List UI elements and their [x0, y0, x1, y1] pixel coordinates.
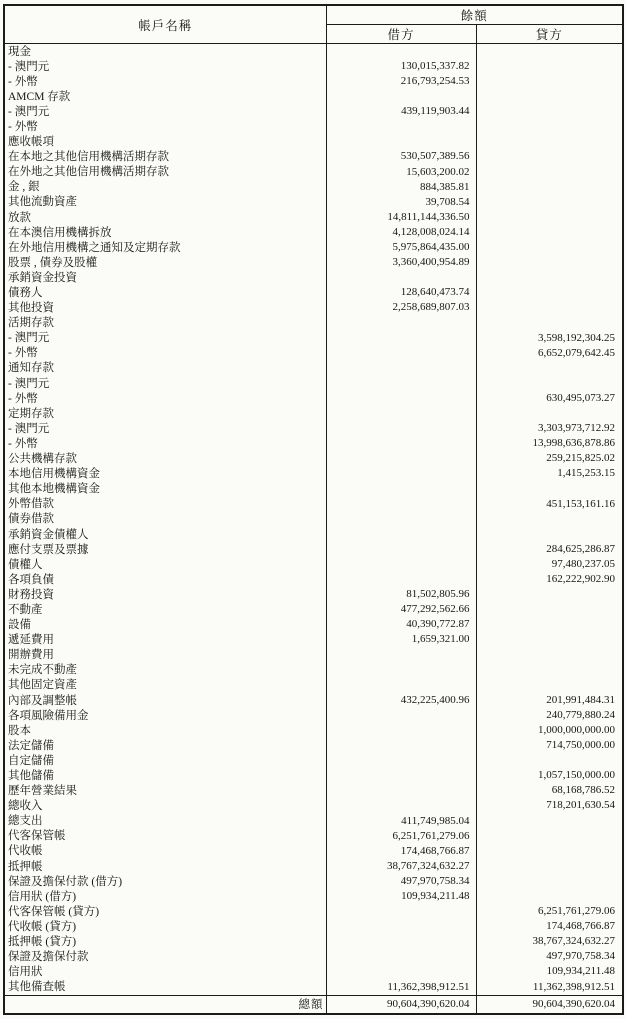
account-name: 財務投資 — [4, 587, 326, 602]
table-row — [4, 633, 623, 648]
total-debit-amount: 90,604,390,620.04 — [326, 995, 476, 1014]
table-row — [4, 135, 623, 150]
account-name: 債務人 — [4, 286, 326, 301]
account-name: 抵押帳 — [4, 859, 326, 874]
debit-amount — [326, 527, 476, 542]
credit-amount — [476, 210, 623, 225]
debit-amount — [326, 89, 476, 104]
credit-amount — [476, 74, 623, 89]
table-header — [4, 5, 623, 44]
credit-amount: 259,215,825.02 — [546, 452, 616, 465]
table-row — [4, 829, 623, 844]
table-row — [4, 814, 623, 829]
account-name: 承銷資金投資 — [4, 270, 326, 285]
table-row — [4, 587, 623, 602]
debit-amount — [326, 784, 476, 799]
credit-amount — [476, 180, 623, 195]
table-row — [4, 180, 623, 195]
account-name: 其他儲備 — [4, 769, 326, 784]
debit-amount: 6,251,761,279.06 — [326, 829, 476, 844]
table-row — [4, 919, 623, 934]
debit-amount — [326, 557, 476, 572]
credit-amount — [476, 316, 623, 331]
account-name: 設備 — [4, 618, 326, 633]
credit-amount: 240,779,880.24 — [546, 708, 616, 721]
account-name: 代收帳 — [4, 844, 326, 859]
table-row — [4, 572, 623, 587]
credit-amount: 3,303,973,712.92 — [538, 422, 616, 435]
table-row — [4, 618, 623, 633]
credit-amount: 1,415,253.15 — [557, 467, 616, 480]
column-header-balance: 餘額 — [326, 5, 623, 25]
debit-amount — [326, 769, 476, 784]
table-row — [4, 874, 623, 889]
account-name: 保證及擔保付款 — [4, 950, 326, 965]
debit-amount: 174,468,766.87 — [326, 844, 476, 859]
account-name: 信用狀 (借方) — [4, 889, 326, 904]
debit-amount: 109,934,211.48 — [326, 889, 476, 904]
credit-amount: 174,468,766.87 — [546, 920, 616, 933]
credit-amount — [476, 301, 623, 316]
account-name: 股本 — [4, 723, 326, 738]
debit-amount — [326, 965, 476, 980]
credit-amount — [476, 44, 623, 60]
credit-amount — [476, 889, 623, 904]
credit-amount — [476, 406, 623, 421]
credit-amount — [476, 195, 623, 210]
table-row — [4, 648, 623, 663]
debit-amount — [326, 376, 476, 391]
table-row — [4, 602, 623, 617]
debit-amount: 128,640,473.74 — [326, 286, 476, 301]
balance-table — [3, 4, 624, 1015]
table-row — [4, 889, 623, 904]
debit-amount — [326, 512, 476, 527]
account-name: 其他備查帳 — [4, 980, 326, 996]
account-name: 放款 — [4, 210, 326, 225]
debit-amount — [326, 436, 476, 451]
credit-amount — [476, 361, 623, 376]
debit-amount: 2,258,689,807.03 — [326, 301, 476, 316]
debit-amount: 130,015,337.82 — [326, 59, 476, 74]
credit-amount — [476, 663, 623, 678]
debit-amount — [326, 331, 476, 346]
credit-amount — [476, 165, 623, 180]
debit-amount: 11,362,398,912.51 — [326, 980, 476, 996]
table-body — [4, 44, 623, 996]
credit-amount — [476, 814, 623, 829]
debit-amount — [326, 346, 476, 361]
credit-amount — [476, 527, 623, 542]
account-name: - 外幣 — [4, 346, 326, 361]
debit-amount: 439,119,903.44 — [326, 104, 476, 119]
account-name: 代客保管帳 — [4, 829, 326, 844]
account-name: 其他流動資產 — [4, 195, 326, 210]
account-name: - 外幣 — [4, 119, 326, 134]
credit-amount: 497,970,758.34 — [546, 950, 616, 963]
debit-amount — [326, 452, 476, 467]
credit-amount: 11,362,398,912.51 — [532, 980, 616, 993]
credit-amount — [476, 829, 623, 844]
debit-amount — [326, 406, 476, 421]
debit-amount: 39,708.54 — [326, 195, 476, 210]
debit-amount — [326, 950, 476, 965]
credit-amount — [476, 119, 623, 134]
debit-amount — [326, 482, 476, 497]
credit-amount — [476, 678, 623, 693]
table-row — [4, 769, 623, 784]
table-row — [4, 346, 623, 361]
account-name: - 澳門元 — [4, 376, 326, 391]
debit-amount: 5,975,864,435.00 — [326, 240, 476, 255]
account-name: 其他固定資產 — [4, 678, 326, 693]
account-name: - 澳門元 — [4, 331, 326, 346]
table-row — [4, 708, 623, 723]
debit-amount — [326, 391, 476, 406]
table-row — [4, 935, 623, 950]
debit-amount: 497,970,758.34 — [326, 874, 476, 889]
table-row — [4, 376, 623, 391]
credit-amount — [476, 587, 623, 602]
table-row — [4, 693, 623, 708]
table-row — [4, 74, 623, 89]
credit-amount — [476, 633, 623, 648]
debit-amount — [326, 708, 476, 723]
credit-amount — [476, 874, 623, 889]
table-row — [4, 210, 623, 225]
table-row — [4, 255, 623, 270]
debit-amount — [326, 935, 476, 950]
credit-amount — [476, 255, 623, 270]
debit-amount — [326, 678, 476, 693]
debit-amount — [326, 270, 476, 285]
account-name: 法定儲備 — [4, 738, 326, 753]
credit-amount — [476, 844, 623, 859]
credit-amount — [476, 859, 623, 874]
account-name: 自定儲備 — [4, 753, 326, 768]
column-header-account-name: 帳戶名稱 — [4, 5, 326, 44]
table-row — [4, 527, 623, 542]
table-row — [4, 59, 623, 74]
debit-amount: 15,603,200.02 — [326, 165, 476, 180]
table-row — [4, 738, 623, 753]
account-name: 信用狀 — [4, 965, 326, 980]
account-name: 承銷資金債權人 — [4, 527, 326, 542]
account-name: 在本澳信用機構拆放 — [4, 225, 326, 240]
credit-amount: 714,750,000.00 — [546, 739, 616, 752]
credit-amount: 284,625,286.87 — [546, 542, 616, 555]
debit-amount: 1,659,321.00 — [326, 633, 476, 648]
table-row — [4, 89, 623, 104]
account-name: 總收入 — [4, 799, 326, 814]
debit-amount — [326, 753, 476, 768]
account-name: - 外幣 — [4, 391, 326, 406]
account-name: 應收帳項 — [4, 135, 326, 150]
table-row — [4, 557, 623, 572]
debit-amount — [326, 421, 476, 436]
table-row — [4, 723, 623, 738]
debit-amount — [326, 663, 476, 678]
table-row — [4, 482, 623, 497]
account-name: 歷年營業結果 — [4, 784, 326, 799]
credit-amount — [476, 225, 623, 240]
account-name: 本地信用機構資金 — [4, 467, 326, 482]
credit-amount — [476, 376, 623, 391]
account-name: 金 , 銀 — [4, 180, 326, 195]
table-row — [4, 406, 623, 421]
debit-amount — [326, 648, 476, 663]
debit-amount — [326, 467, 476, 482]
credit-amount — [476, 648, 623, 663]
account-name: - 澳門元 — [4, 59, 326, 74]
credit-amount — [476, 89, 623, 104]
account-name: 活期存款 — [4, 316, 326, 331]
table-row — [4, 421, 623, 436]
debit-amount — [326, 738, 476, 753]
credit-amount — [476, 512, 623, 527]
account-name: 公共機構存款 — [4, 452, 326, 467]
credit-amount: 6,251,761,279.06 — [538, 905, 616, 918]
credit-amount — [476, 240, 623, 255]
account-name: 各項負債 — [4, 572, 326, 587]
table-row — [4, 286, 623, 301]
account-name: - 澳門元 — [4, 421, 326, 436]
table-row — [4, 799, 623, 814]
table-row — [4, 965, 623, 980]
account-name: 代收帳 (貸方) — [4, 919, 326, 934]
debit-amount: 38,767,324,632.27 — [326, 859, 476, 874]
account-name: 定期存款 — [4, 406, 326, 421]
table-row — [4, 436, 623, 451]
debit-amount: 216,793,254.53 — [326, 74, 476, 89]
account-name: 總支出 — [4, 814, 326, 829]
table-row — [4, 950, 623, 965]
credit-amount — [476, 59, 623, 74]
debit-amount — [326, 497, 476, 512]
credit-amount: 1,057,150,000.00 — [538, 769, 616, 782]
debit-amount — [326, 723, 476, 738]
account-name: 在外地信用機構之通知及定期存款 — [4, 240, 326, 255]
credit-amount: 97,480,237.05 — [551, 557, 616, 570]
account-name: 各項風險備用金 — [4, 708, 326, 723]
table-row — [4, 467, 623, 482]
credit-amount: 3,598,192,304.25 — [538, 331, 616, 344]
table-row — [4, 301, 623, 316]
account-name: 代客保管帳 (貸方) — [4, 904, 326, 919]
account-name: 應付支票及票據 — [4, 542, 326, 557]
table-row — [4, 165, 623, 180]
table-row — [4, 195, 623, 210]
column-header-credit: 貸方 — [476, 25, 623, 44]
table-row — [4, 361, 623, 376]
credit-amount: 451,153,161.16 — [546, 497, 616, 510]
table-row — [4, 240, 623, 255]
debit-amount: 81,502,805.96 — [326, 587, 476, 602]
debit-amount: 432,225,400.96 — [326, 693, 476, 708]
account-name: 遞延費用 — [4, 633, 326, 648]
debit-amount — [326, 361, 476, 376]
credit-amount — [476, 602, 623, 617]
table-row — [4, 512, 623, 527]
account-name: AMCM 存款 — [4, 89, 326, 104]
debit-amount — [326, 135, 476, 150]
table-row — [4, 859, 623, 874]
table-row — [4, 225, 623, 240]
credit-amount: 38,767,324,632.27 — [532, 935, 616, 948]
credit-amount: 201,991,484.31 — [546, 693, 616, 706]
table-row — [4, 452, 623, 467]
account-name: 內部及調整帳 — [4, 693, 326, 708]
table-footer — [4, 995, 623, 1014]
credit-amount — [476, 482, 623, 497]
account-name: 開辦費用 — [4, 648, 326, 663]
debit-amount — [326, 799, 476, 814]
debit-amount: 477,292,562.66 — [326, 602, 476, 617]
table-row — [4, 497, 623, 512]
account-name: 未完成不動產 — [4, 663, 326, 678]
credit-amount: 718,201,630.54 — [546, 799, 616, 812]
credit-amount — [476, 135, 623, 150]
table-row — [4, 784, 623, 799]
account-name: - 澳門元 — [4, 104, 326, 119]
account-name: 股票 , 債券及股權 — [4, 255, 326, 270]
table-row — [4, 150, 623, 165]
account-name: 現金 — [4, 44, 326, 60]
account-name: - 外幣 — [4, 436, 326, 451]
credit-amount: 109,934,211.48 — [546, 965, 616, 978]
debit-amount: 4,128,008,024.14 — [326, 225, 476, 240]
table-row — [4, 678, 623, 693]
debit-amount — [326, 572, 476, 587]
total-label: 總額 — [4, 995, 326, 1014]
account-name: 在本地之其他信用機構活期存款 — [4, 150, 326, 165]
account-name: 其他投資 — [4, 301, 326, 316]
account-name: 外幣借款 — [4, 497, 326, 512]
credit-amount: 68,168,786.52 — [551, 784, 616, 797]
account-name: 不動產 — [4, 602, 326, 617]
table-row — [4, 44, 623, 60]
table-row — [4, 980, 623, 996]
debit-amount: 884,385.81 — [326, 180, 476, 195]
table-row — [4, 753, 623, 768]
table-row — [4, 391, 623, 406]
debit-amount: 3,360,400,954.89 — [326, 255, 476, 270]
debit-amount — [326, 904, 476, 919]
credit-amount — [476, 270, 623, 285]
credit-amount — [476, 618, 623, 633]
total-credit-amount: 90,604,390,620.04 — [476, 995, 623, 1014]
debit-amount — [326, 316, 476, 331]
total-row — [4, 995, 623, 1014]
credit-amount — [476, 753, 623, 768]
credit-amount — [476, 286, 623, 301]
account-name: - 外幣 — [4, 74, 326, 89]
table-row — [4, 844, 623, 859]
debit-amount: 411,749,985.04 — [326, 814, 476, 829]
table-row — [4, 119, 623, 134]
credit-amount: 630,495,073.27 — [546, 391, 616, 404]
account-name: 其他本地機構資金 — [4, 482, 326, 497]
account-name: 在外地之其他信用機構活期存款 — [4, 165, 326, 180]
credit-amount: 1,000,000,000.00 — [538, 723, 616, 736]
account-name: 抵押帳 (貸方) — [4, 935, 326, 950]
table-row — [4, 542, 623, 557]
debit-amount — [326, 919, 476, 934]
debit-amount — [326, 119, 476, 134]
credit-amount: 6,652,079,642.45 — [538, 346, 616, 359]
table-row — [4, 316, 623, 331]
credit-amount: 162,222,902.90 — [546, 573, 616, 586]
table-row — [4, 104, 623, 119]
debit-amount — [326, 542, 476, 557]
account-name: 債券借款 — [4, 512, 326, 527]
debit-amount — [326, 44, 476, 60]
table-row — [4, 663, 623, 678]
account-name: 通知存款 — [4, 361, 326, 376]
debit-amount: 14,811,144,336.50 — [326, 210, 476, 225]
credit-amount — [476, 104, 623, 119]
table-row — [4, 270, 623, 285]
credit-amount: 13,998,636,878.86 — [532, 437, 616, 450]
debit-amount: 530,507,389.56 — [326, 150, 476, 165]
credit-amount — [476, 150, 623, 165]
account-name: 保證及擔保付款 (借方) — [4, 874, 326, 889]
column-header-debit: 借方 — [326, 25, 476, 44]
debit-amount: 40,390,772.87 — [326, 618, 476, 633]
table-row — [4, 904, 623, 919]
table-row — [4, 331, 623, 346]
account-name: 債權人 — [4, 557, 326, 572]
